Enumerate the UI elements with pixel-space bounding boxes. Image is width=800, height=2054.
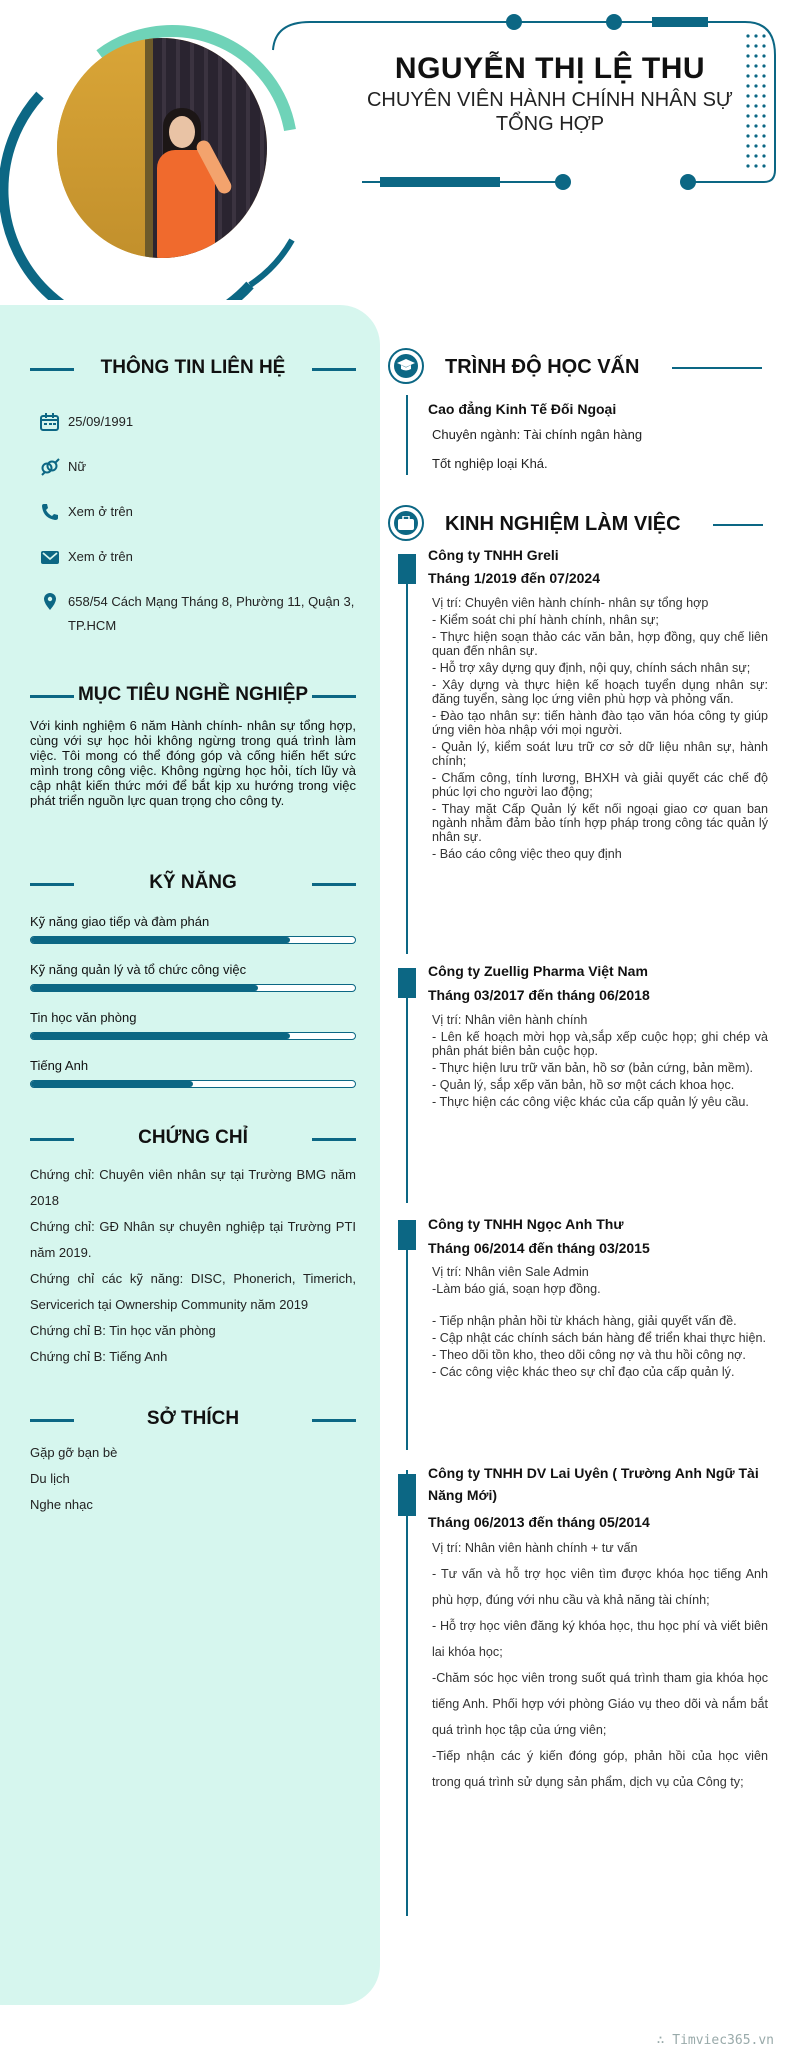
profile-photo (57, 38, 267, 258)
contact-value: 25/09/1991 (68, 414, 134, 429)
objective-heading: MỤC TIÊU NGHỀ NGHIỆP (30, 680, 356, 710)
job-description: Vị trí: Nhân viên hành chính + tư vấn - Tư vấn và hỗ trợ học viên tìm được khóa học tiếng Anh phù hợp, đúng với nhu cầu và khả năng tài chính; - Hỗ trợ học viên đăng ký khóa học, thu học phí và viết biên lai khóa học; -Chăm sóc học viên trong suốt quá trình tham gia khóa học tiếng Anh. Phối hợp với phòng Giáo vụ theo dõi và nắm bắt quá trình học tập của ứng viên; -Tiếp nhận các ý kiến đóng góp, phản hồi của học viên trong quá trình sử dụng sản phẩm, dịch vụ của Công ty; (432, 1541, 768, 1789)
certificate-item: Chứng chỉ: Chuyên viên nhân sự tại Trường BMG năm 2018 (30, 1167, 356, 1208)
job-period: Tháng 03/2017 đến tháng 06/2018 (428, 987, 650, 1003)
graduation-cap-icon (396, 358, 416, 374)
watermark: ∴ Timviec365.vn (656, 2033, 774, 2048)
email-icon (40, 548, 60, 566)
education-school: Cao đẳng Kinh Tế Đối Ngoại (428, 401, 617, 417)
education-heading: TRÌNH ĐỘ HỌC VẤN (445, 356, 640, 378)
job-description: Vị trí: Chuyên viên hành chính- nhân sự tổng hợp - Kiểm soát chi phí hành chính, nhân sự; - Thực hiện soạn thảo các văn bản, hợp đồng, quy chế liên quan đến nhân sự. - Hỗ trợ xây dựng quy định, nội quy, chính sách nhân sự; - Xây dựng và thực hiện kế hoạch tuyển dụng nhân sự: đăng tuyển, sàng lọc ứng viên phù hợp và phỏng vấn. - Đào tạo nhân sự: tiến hành đào tạo văn hóa công ty giúp ứng viên hòa nhập với mọi người. - Quản lý, kiểm soát lưu trữ cơ sở dữ liệu nhân sự, hành chính; - Chấm công, tính lương, BHXH và giải quyết các chế độ phúc lợi cho người lao động; - Thay mặt Cấp Quản lý kết nối ngoại giao cơ quan ban ngành nhằm đảm bảo tính hợp pháp trong công tác quản lý nhân sự. - Báo cáo công việc theo quy định (432, 596, 768, 861)
location-icon (40, 593, 60, 611)
skill-fill (31, 937, 290, 943)
job-description: Vị trí: Nhân viên Sale Admin -Làm báo giá, soạn hợp đồng. - Tiếp nhận phản hồi từ khách hàng, giải quyết vấn đề. - Cập nhật các chính sách bán hàng để triển khai thực hiện. - Theo dõi tồn kho, theo dõi công nợ và thu hồi công nợ. - Các công việc khác theo sự chỉ đạo của cấp quản lý. (432, 1265, 766, 1379)
job-company: Công ty TNHH Ngọc Anh Thư (428, 1216, 624, 1232)
skill-fill (31, 1081, 193, 1087)
skill-fill (31, 985, 258, 991)
certificate-item: Chứng chỉ: GĐ Nhân sự chuyên nghiệp tại Trường PTI năm 2019. (30, 1219, 356, 1260)
candidate-name: NGUYỄN THỊ LỆ THU (394, 52, 706, 85)
timeline-marker (398, 1474, 416, 1516)
timeline-line (406, 395, 408, 475)
certificate-item: Chứng chỉ B: Tiếng Anh (30, 1349, 168, 1364)
timeline-line (406, 968, 408, 1203)
job-description: Vị trí: Nhân viên hành chính - Lên kế hoạch mời họp và,sắp xếp cuộc họp; ghi chép và phân phát biên bản cuộc họp. - Thực hiện lưu trữ văn bản, hồ sơ (bản cứng, bản mềm). - Quản lý, sắp xếp văn bản, hồ sơ một cách khoa học. - Thực hiện các công việc khác của cấp quản lý yêu cầu. (432, 1013, 768, 1109)
skill-label: Kỹ năng quản lý và tổ chức công việc (30, 962, 247, 977)
skills-heading: KỸ NĂNG (30, 868, 356, 898)
certificates-heading: CHỨNG CHỈ (30, 1123, 356, 1153)
job-period: Tháng 06/2013 đến tháng 05/2014 (428, 1514, 650, 1530)
heading-rule (672, 367, 762, 369)
certificate-item: Chứng chỉ B: Tin học văn phòng (30, 1323, 216, 1338)
education-grade: Tốt nghiệp loại Khá. (432, 456, 548, 471)
skill-bar (30, 936, 356, 944)
hobbies-heading: SỞ THÍCH (30, 1404, 356, 1434)
timeline-line (406, 1470, 408, 1916)
heading-rule (713, 524, 763, 526)
job-company: Công ty Zuellig Pharma Việt Nam (428, 963, 648, 979)
contact-value: Xem ở trên (68, 549, 133, 564)
experience-icon-badge (388, 505, 424, 541)
job-company: Công ty TNHH DV Lai Uyên ( Trường Anh Ngữ Tài Năng Mới) (428, 1465, 759, 1503)
job-period: Tháng 06/2014 đến tháng 03/2015 (428, 1240, 650, 1256)
timeline-marker (398, 1220, 416, 1250)
hobby-item: Du lịch (30, 1471, 70, 1486)
timeline-line (406, 1220, 408, 1450)
experience-heading: KINH NGHIỆM LÀM VIỆC (445, 513, 681, 535)
calendar-icon (40, 413, 60, 431)
job-company: Công ty TNHH Greli (428, 547, 559, 563)
education-major: Chuyên ngành: Tài chính ngân hàng (432, 427, 643, 442)
timeline-marker (398, 968, 416, 998)
phone-icon (40, 503, 60, 521)
timeline-line (406, 554, 408, 954)
hobby-item: Nghe nhạc (30, 1497, 93, 1512)
contact-value: Nữ (68, 459, 87, 474)
skill-label: Tiếng Anh (30, 1058, 89, 1073)
certificate-item: Chứng chỉ các kỹ năng: DISC, Phonerich, Timerich, Servicerich tại Ownership Community năm 2019 (30, 1271, 356, 1312)
objective-text: Với kinh nghiệm 6 năm Hành chính- nhân sự tổng hợp, cùng với sự học hỏi không ngừng trong quá trình làm việc. Tôi mong có thể đóng góp và cống hiến hết sức mình trong công việc. Không ngừng học hỏi, tích lũy và cập nhật kiến thức mới để bắt kịp xu hướng trong việc phát triển nguồn lực quan trọng cho công ty. (30, 718, 356, 808)
contact-value: 658/54 Cách Mạng Tháng 8, Phường 11, Quận 3, TP.HCM (68, 594, 355, 633)
candidate-title: CHUYÊN VIÊN HÀNH CHÍNH NHÂN SỰ TỔNG HỢP (366, 89, 733, 135)
hobby-item: Gặp gỡ bạn bè (30, 1445, 118, 1460)
skill-bar (30, 1032, 356, 1040)
education-icon-badge (388, 348, 424, 384)
skill-bar (30, 984, 356, 992)
skill-label: Kỹ năng giao tiếp và đàm phán (30, 914, 210, 929)
contact-heading: THÔNG TIN LIÊN HỆ (30, 353, 356, 383)
briefcase-icon (398, 516, 414, 530)
timeline-marker (398, 554, 416, 584)
gender-icon (40, 458, 60, 476)
contact-value: Xem ở trên (68, 504, 133, 519)
skill-label: Tin học văn phòng (30, 1010, 137, 1025)
skill-fill (31, 1033, 290, 1039)
job-period: Tháng 1/2019 đến 07/2024 (428, 570, 600, 586)
skill-bar (30, 1080, 356, 1088)
